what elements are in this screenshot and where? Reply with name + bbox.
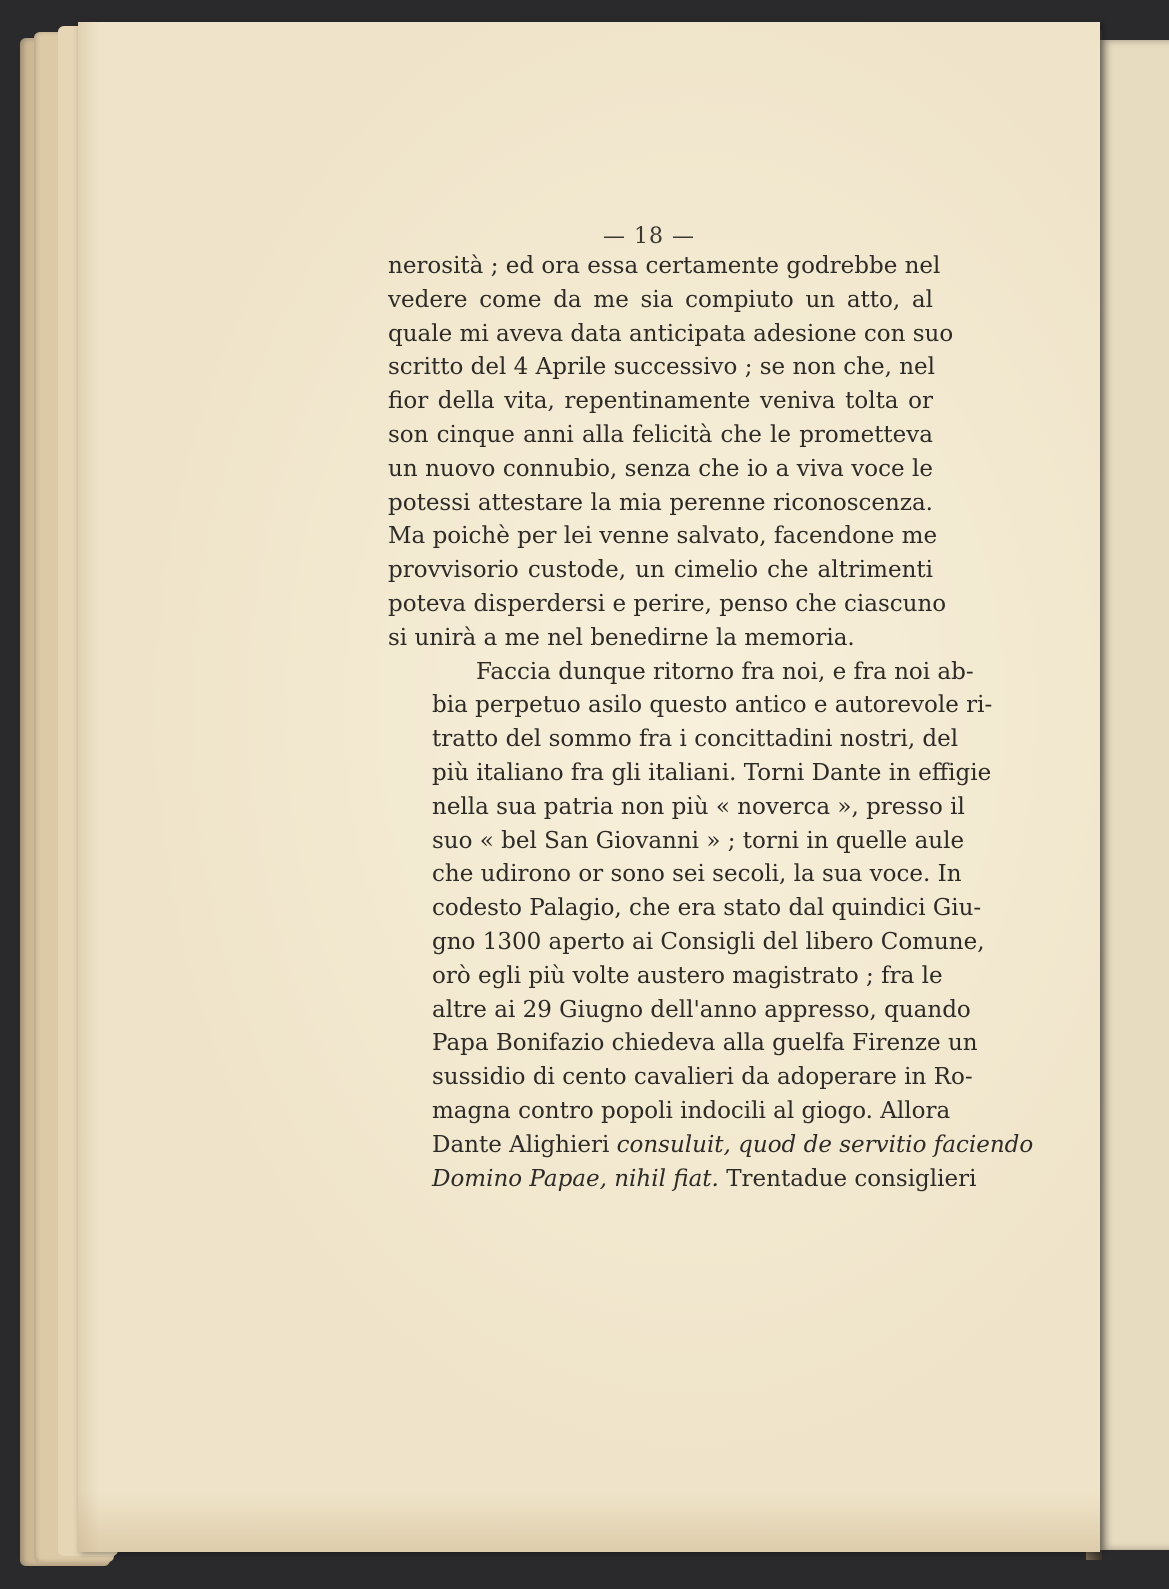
text-line: son cinque anni alla felicità che le prometteva	[388, 421, 933, 448]
text-line: tratto del sommo fra i concittadini nostri, del	[432, 726, 959, 753]
text-segment: Dante Alighieri	[432, 1131, 610, 1158]
text-line: bia perpetuo asilo questo antico e autorevole ri-	[432, 692, 993, 719]
text-line: vedere come da me sia compiuto un atto, al	[388, 286, 933, 313]
text-line: quale mi aveva data anticipata adesione con suo	[388, 320, 954, 347]
paragraph	[388, 656, 1034, 1197]
text-segment: Trentadue consiglieri	[726, 1165, 977, 1192]
next-page-edge	[1100, 40, 1169, 1550]
text-line: provvisorio custode, un cimelio che altrimenti	[388, 557, 933, 584]
text-line: nella sua patria non più « noverca », presso il	[432, 793, 965, 820]
text-line: più italiano fra gli italiani. Torni Dante in effigie	[432, 759, 992, 786]
text-line: sussidio di cento cavalieri da adoperare in Ro-	[432, 1064, 973, 1091]
text-line: magna contro popoli indocili al giogo. Allora	[432, 1097, 951, 1124]
text-line: altre ai 29 Giugno dell'anno appresso, quando	[432, 996, 971, 1023]
paragraph	[388, 250, 954, 656]
text-line: Faccia dunque ritorno fra noi, e fra noi ab-	[476, 658, 974, 685]
text-line: codesto Palagio, che era stato dal quindici Giu-	[432, 895, 982, 922]
text-line: Ma poichè per lei venne salvato, facendone me	[388, 523, 938, 550]
text-line: poteva disperdersi e perire, penso che ciascuno	[388, 590, 947, 617]
text-line: potessi attestare la mia perenne riconoscenza.	[388, 489, 933, 516]
text-line: fior della vita, repentinamente veniva tolta or	[388, 388, 933, 415]
text-line: gno 1300 aperto ai Consigli del libero Comune,	[432, 928, 985, 955]
text-line: nerosità ; ed ora essa certamente godrebbe nel	[388, 253, 941, 279]
latin-quote: Domino Papae, nihil fiat.	[432, 1165, 719, 1192]
body-text	[388, 250, 1034, 1196]
text-line: un nuovo connubio, senza che io a viva voce le	[388, 455, 933, 482]
text-line: si unirà a me nel benedirne la memoria.	[388, 624, 855, 651]
text-line: orò egli più volte austero magistrato ; fra le	[432, 962, 943, 989]
text-line: scritto del 4 Aprile successivo ; se non che, nel	[388, 354, 935, 381]
page-number: — 18 —	[603, 224, 695, 249]
text-line: che udirono or sono sei secoli, la sua voce. In	[432, 861, 962, 888]
text-line-italic	[388, 1129, 1034, 1163]
text-line: suo « bel San Giovanni » ; torni in quelle aule	[432, 827, 965, 854]
latin-quote: consuluit, quod de servitio faciendo	[616, 1131, 1034, 1158]
text-line: Papa Bonifazio chiedeva alla guelfa Firenze un	[432, 1030, 978, 1057]
text-line-italic	[388, 1163, 977, 1197]
